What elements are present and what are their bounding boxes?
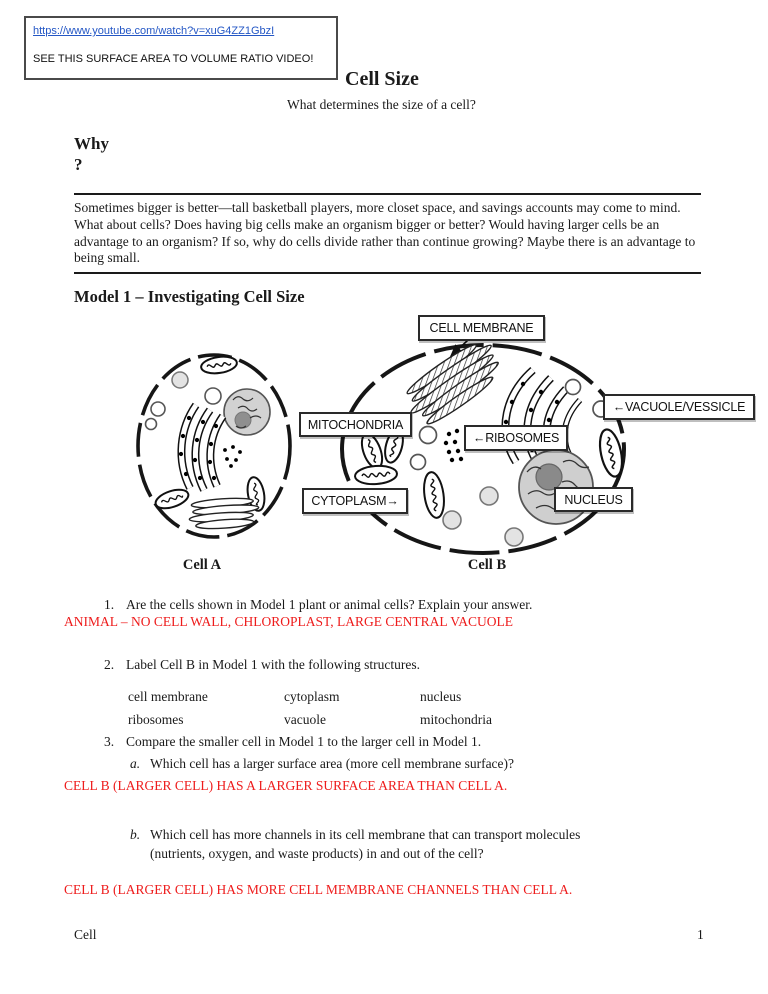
question-3a-text: Which cell has a larger surface area (more cell membrane surface)? <box>150 756 515 771</box>
youtube-link[interactable]: https://www.youtube.com/watch?v=xuG4ZZ1GbzI <box>33 25 275 37</box>
label-vacuole-vessicle: ←VACUOLE/VESSICLE <box>603 394 755 420</box>
structure-mitochondria: mitochondria <box>420 712 492 727</box>
cell-a-caption: Cell A <box>182 557 222 573</box>
cell-a-vacuole <box>205 388 221 404</box>
structure-cell-membrane: cell membrane <box>128 689 208 704</box>
cell-b-vacuole <box>566 380 581 395</box>
horizontal-rule-top <box>74 193 701 195</box>
video-note-text: SEE THIS SURFACE AREA TO VOLUME RATIO VIDEO! <box>33 53 314 65</box>
intro-paragraph: Sometimes bigger is better—tall basketball players, more closet space, and savings accounts may come to mind. What about cells? Does having big cells make an organism bigger or better? Would having larger cells be an advantage to an organism? If so, why do cells divide rather than continue growing? Maybe there is an advantage to being small. <box>74 200 696 266</box>
question-2-text: Label Cell B in Model 1 with the following structures. <box>126 657 420 672</box>
label-nucleus: NUCLEUS <box>554 487 633 512</box>
question-3b-text-line1: Which cell has more channels in its cell membrane that can transport molecules <box>150 827 581 842</box>
cell-a-nucleus <box>224 389 270 435</box>
structure-vacuole: vacuole <box>284 712 326 727</box>
page-title: Cell Size <box>345 68 419 90</box>
label-mitochondria: MITOCHONDRIA <box>299 412 412 437</box>
footer-page-number: 1 <box>697 927 704 942</box>
structure-cytoplasm: cytoplasm <box>284 689 340 704</box>
cell-a-vacuole <box>151 402 165 416</box>
question-3-text: Compare the smaller cell in Model 1 to the larger cell in Model 1. <box>126 734 482 749</box>
question-2-number: 2. <box>104 657 115 672</box>
cell-a-vesicle <box>172 372 188 388</box>
structure-nucleus: nucleus <box>420 689 462 704</box>
answer-1: ANIMAL – NO CELL WALL, CHLOROPLAST, LARGE CENTRAL VACUOLE <box>64 614 513 629</box>
label-cytoplasm: CYTOPLASM→ <box>302 488 408 514</box>
horizontal-rule-bottom <box>74 272 701 274</box>
cell-a-nucleolus <box>235 412 251 428</box>
cell-b-vesicle <box>480 487 498 505</box>
why-question-mark: ? <box>74 155 83 174</box>
cell-a <box>138 355 290 537</box>
question-3a <box>130 756 514 772</box>
cell-b-vesicle <box>443 511 461 529</box>
cell-diagram <box>0 310 768 590</box>
answer-3b: CELL B (LARGER CELL) HAS MORE CELL MEMBRANE CHANNELS THAN CELL A. <box>64 882 573 897</box>
cell-a-vacuole <box>146 419 157 430</box>
question-3a-letter: a. <box>130 756 141 771</box>
question-3-number: 3. <box>104 734 115 749</box>
cell-b-vacuole <box>420 427 437 444</box>
label-ribosomes: ←RIBOSOMES <box>464 425 568 451</box>
page-subtitle: What determines the size of a cell? <box>287 97 476 112</box>
question-3b <box>130 827 580 843</box>
why-heading: Why <box>74 134 109 153</box>
cell-b-vacuole <box>411 455 426 470</box>
question-3b-text-line2: (nutrients, oxygen, and waste products) in and out of the cell? <box>150 846 484 861</box>
question-1-text: Are the cells shown in Model 1 plant or animal cells? Explain your answer. <box>126 597 533 612</box>
footer-document-name: Cell <box>74 927 97 942</box>
question-1 <box>104 597 532 613</box>
cell-b-vesicle <box>505 528 523 546</box>
question-1-number: 1. <box>104 597 115 612</box>
answer-3a: CELL B (LARGER CELL) HAS A LARGER SURFACE AREA THAN CELL A. <box>64 778 508 793</box>
cell-b-caption: Cell B <box>467 557 507 573</box>
label-cell-membrane: CELL MEMBRANE <box>418 315 545 341</box>
structure-ribosomes: ribosomes <box>128 712 184 727</box>
model1-heading: Model 1 – Investigating Cell Size <box>74 287 305 306</box>
question-3b-letter: b. <box>130 827 141 842</box>
video-link-box <box>24 16 338 80</box>
question-2 <box>104 657 420 673</box>
question-3 <box>104 734 481 750</box>
